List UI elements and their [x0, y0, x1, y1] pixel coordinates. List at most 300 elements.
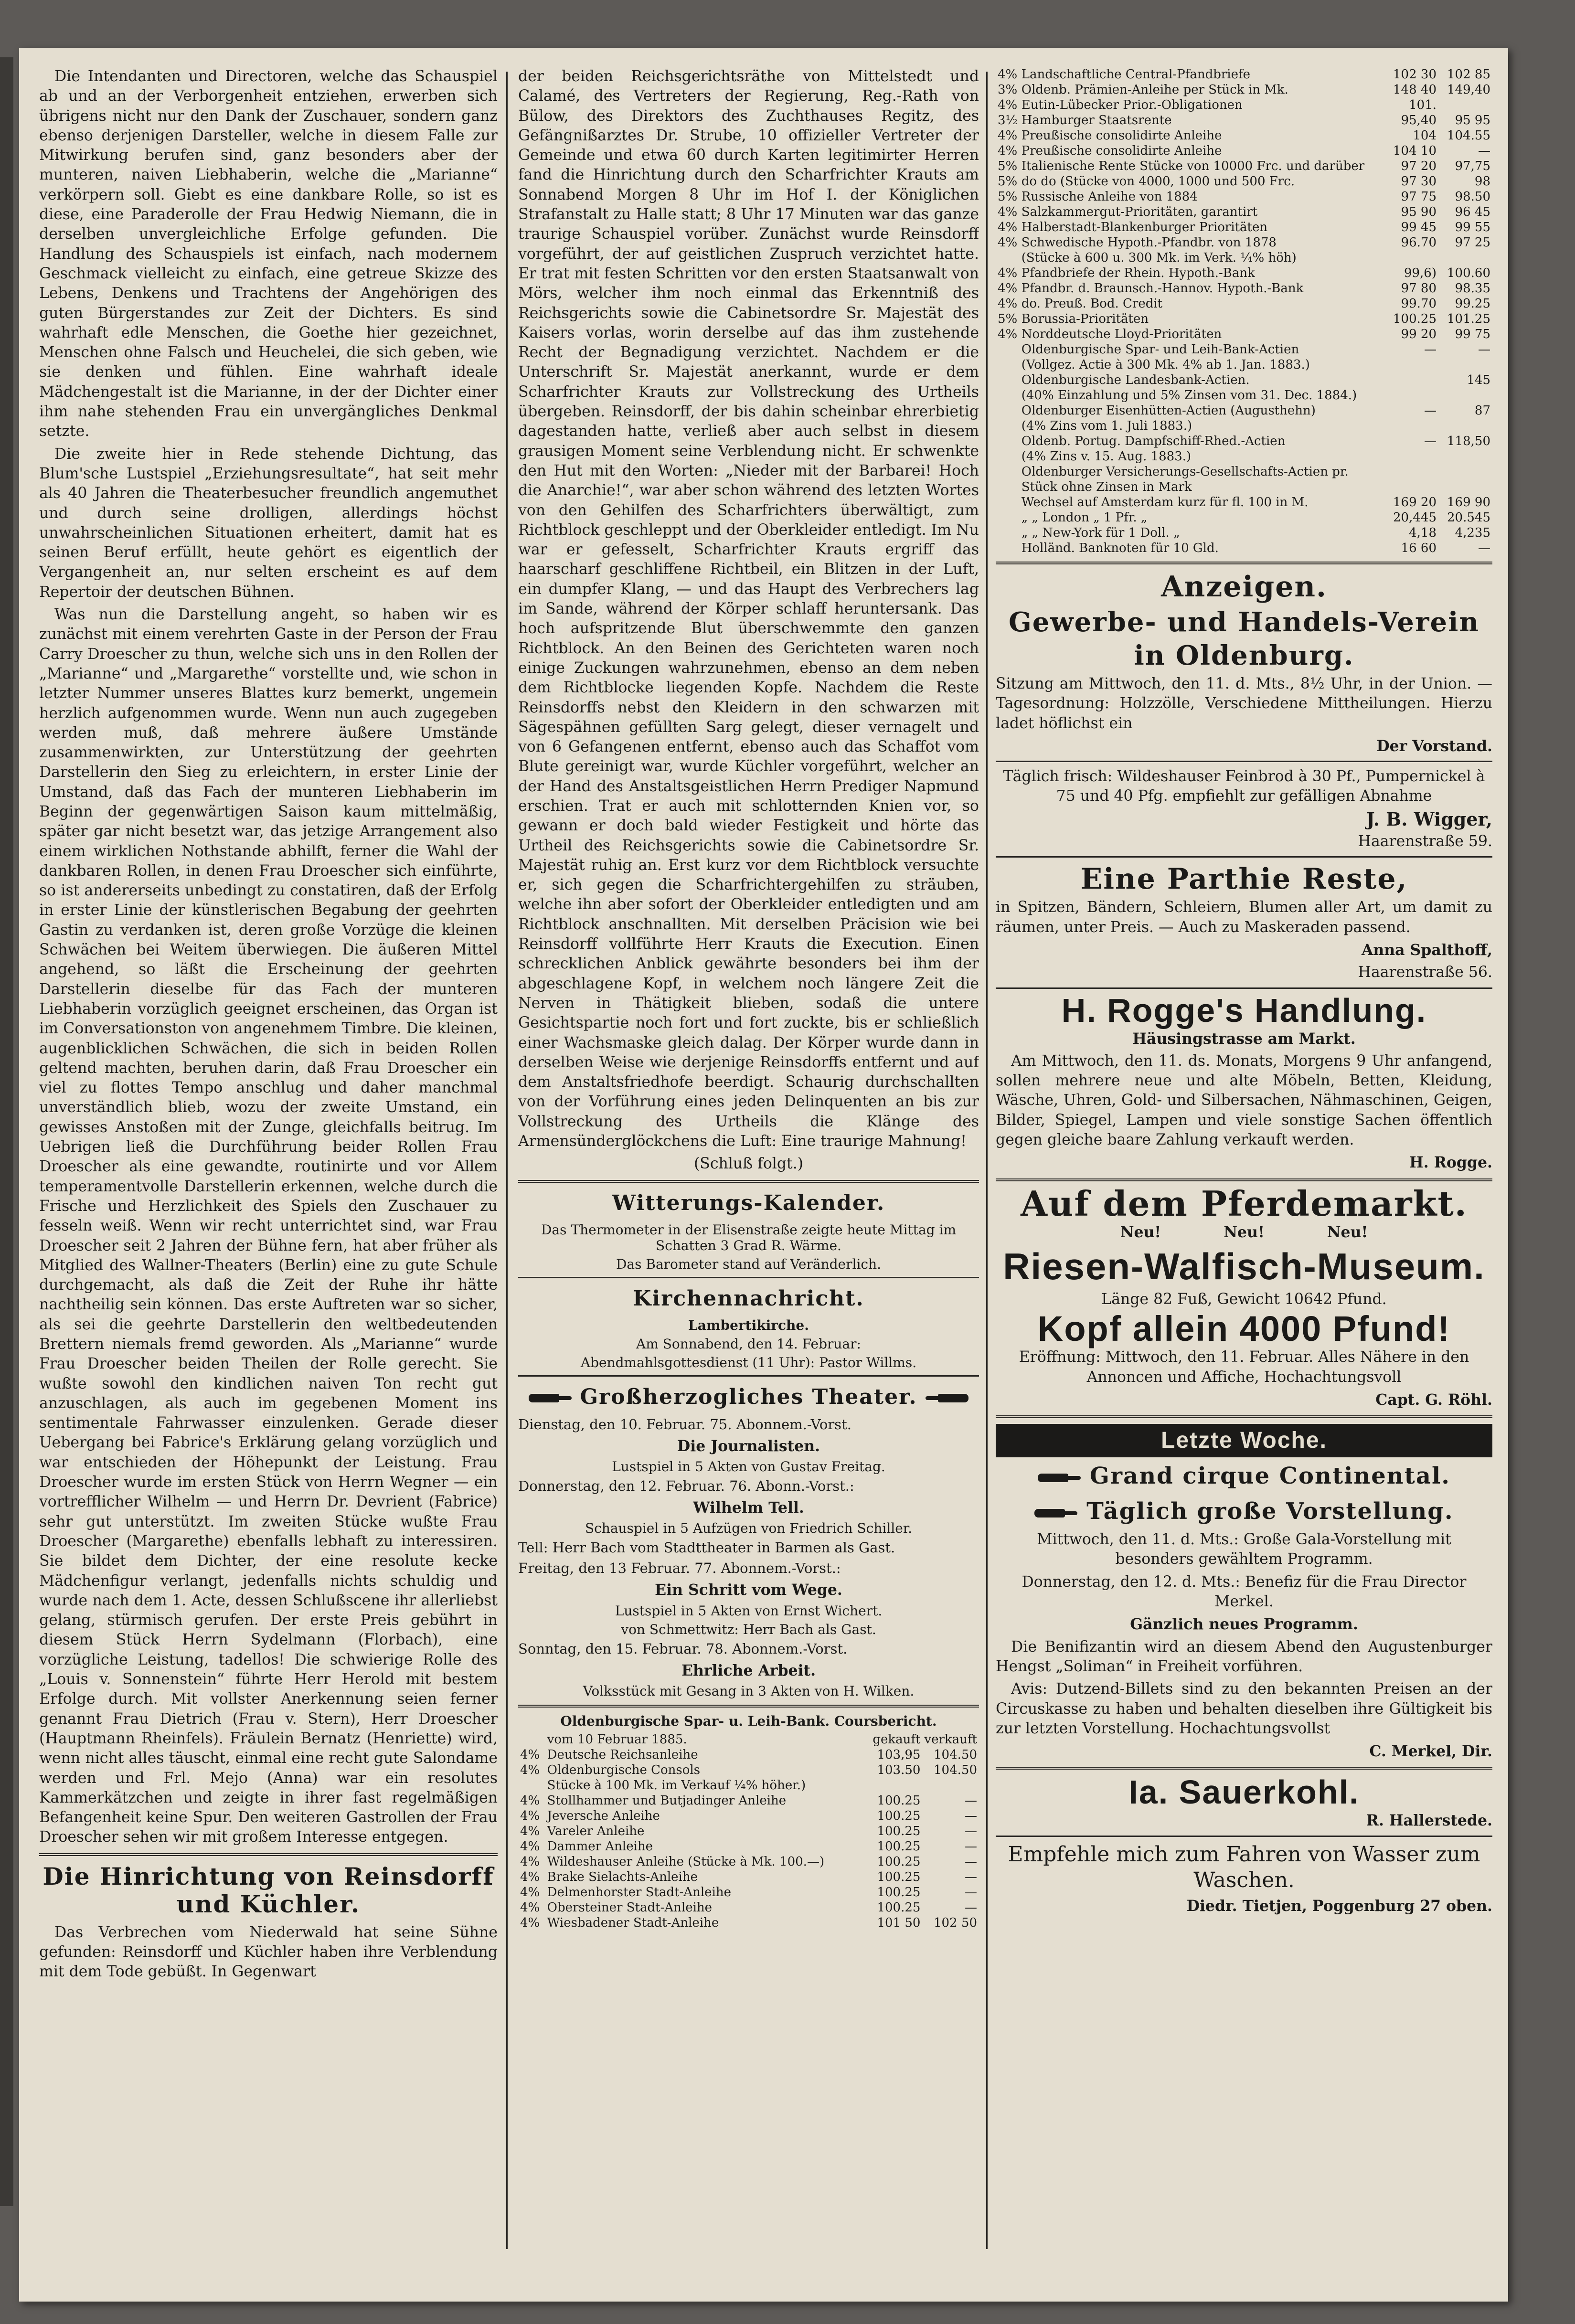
rate-cell: [996, 449, 1020, 464]
pointing-hand-icon: [926, 1390, 968, 1406]
rate-cell: [996, 434, 1020, 449]
buy-cell: 100.25: [877, 1869, 921, 1884]
sell-cell: —: [1478, 144, 1490, 158]
security-cell: Stollhammer und Butjadinger Anleihe: [547, 1793, 787, 1808]
security-cell: Norddeutsche Lloyd-Prioritäten: [1021, 327, 1222, 341]
table-row: [518, 1915, 979, 1931]
column-rule: [506, 72, 508, 2249]
sell-cell: 104.55: [1447, 128, 1490, 143]
pointing-hand-icon: [529, 1390, 572, 1406]
rogge-sub: Häusingstrasse am Markt.: [1132, 1029, 1356, 1048]
security-cell: (40% Einzahlung und 5% Zinsen vom 31. Dec. 1884.): [1021, 388, 1357, 403]
sell-cell: —: [965, 1824, 977, 1838]
theater-line: von Schmettwitz: Herr Bach als Gast.: [621, 1621, 876, 1637]
exchange-rate-table: [996, 67, 1492, 556]
church-title: Kirchennachricht.: [633, 1286, 864, 1311]
security-cell: Pfandbriefe der Rhein. Hypoth.-Bank: [1021, 266, 1255, 280]
table-row: [996, 357, 1492, 372]
sell-cell: —: [965, 1854, 977, 1869]
rate-cell: [996, 510, 1020, 525]
pferd-signature: Capt. G. Röhl.: [1375, 1390, 1492, 1409]
buy-cell: 169 20: [1393, 495, 1437, 509]
buy-cell: 99 20: [1401, 327, 1437, 341]
rate-cell: 4%: [998, 220, 1018, 234]
cirque-daily: [996, 1495, 1492, 1528]
sell-cell: 100.60: [1447, 266, 1490, 280]
theater-line: Freitag, den 13 Februar. 77. Abonnem.-Vorst.:: [518, 1560, 841, 1577]
rate-cell: [996, 372, 1020, 388]
execution-headline: Die Hinrichtung von Reinsdorff und Küchler.: [43, 1862, 494, 1918]
rogge-text: Am Mittwoch, den 11. ds. Monats, Morgens 9 Uhr anfangend, sollen mehrere neue und alte Möbeln, Betten, Kleidung, Wäsche, Uhren, Gold- und Silbersachen, Nähmaschinen, Geigen, Bilder, Spiegel, Lampen und viele sonstige Sachen öffentlich gegen gleiche baare Zahlung verkauft werden.: [996, 1052, 1492, 1149]
sell-cell: 102 50: [934, 1915, 977, 1930]
table-row: [996, 189, 1492, 204]
buy-cell: 100.25: [877, 1885, 921, 1900]
security-cell: Oldenburger Versicherungs-Gesellschafts-Actien pr. Stück ohne Zinsen in Mark: [1021, 465, 1349, 494]
security-cell: Oldenb. Prämien-Anleihe per Stück in Mk.: [1021, 83, 1288, 97]
buy-cell: [1384, 357, 1438, 372]
sell-cell: [1438, 97, 1492, 113]
sell-cell: 20.545: [1447, 510, 1490, 525]
rate-cell: [996, 342, 1020, 357]
wigger-signature: J. B. Wigger,: [1366, 808, 1492, 830]
buy-cell: [1384, 372, 1438, 388]
rate-cell: 4%: [520, 1839, 540, 1854]
sell-cell: 96 45: [1455, 205, 1490, 219]
column-2: [518, 67, 979, 1931]
sell-cell: —: [1478, 541, 1490, 555]
divider: [518, 1705, 979, 1708]
rate-cell: 3%: [998, 83, 1018, 97]
rate-cell: 5%: [998, 159, 1018, 173]
table-row: [996, 220, 1492, 235]
table-row: [996, 495, 1492, 510]
rogge-signature: H. Rogge.: [1409, 1154, 1492, 1172]
rate-cell: [518, 1778, 545, 1793]
rate-cell: 4%: [998, 327, 1018, 341]
security-cell: „ „ London „ 1 Pfr. „: [1021, 510, 1148, 525]
table-row: [518, 1869, 979, 1885]
sauer-title: Ia. Sauerkohl.: [1128, 1773, 1360, 1811]
sell-cell: —: [965, 1793, 977, 1808]
wasch-text: Empfehle mich zum Fahren von Wasser zum Waschen.: [1008, 1842, 1480, 1892]
buy-cell: [1384, 388, 1438, 403]
weather-title: Witterungs-Kalender.: [612, 1190, 885, 1215]
rate-cell: 4%: [998, 266, 1018, 280]
review-paragraph: Was nun die Darstellung angeht, so haben wir es zunächst mit einem verehrten Gaste in der Person der Frau Carry Droescher zu thun, welche sich uns in den Rollen der „Marianne“ und „Margarethe“ vorstellte und, wie schon in letzter Nummer unseres Blattes kurz bemerkt, ungemein herzlich aufgenommen wurde. Wenn nun auch zugegeben werden muß, daß mehrere äußere Umstände zusammenwirkten, zur Unterstützung der geehrten Darstellerin den Sieg zu erleichtern, in erster Linie der Umstand, daß das Fach der munteren Liebhaberin im Beginn der gegenwärtigen Saison kaum mittelmäßig, später gar nicht besetzt war, das jetzige Arrangement also einem wirklichen Nothstande abhilft, ferner die Wahl der dankbaren Rollen, in denen Frau Droescher sich einführte, so ist andererseits unbedingt zu constatiren, daß der Erfolg in erster Linie der künstlerischen Begabung der geehrten Gastin zu verdanken ist, deren große Vorzüge die kleinen Schwächen bei Weitem überwiegen. Die äußeren Mittel angehend, so läßt die Erscheinung der geehrten Darstellerin dieselbe für das Fach der munteren Liebhaberin vorzüglich geeignet erscheinen, das Organ ist im Conversationston von angenehmem Timbre. Die kleinen, augenblicklichen Schwächen, die sich in beiden Rollen geltend machten, beruhen darin, daß Frau Droescher ein viel zu flottes Tempo anschlug und daher manchmal unverständlich blieb, wozu der zweite Umstand, ein gewisses Anstoßen mit der Zunge, gleichfalls beitrug. Im Uebrigen ließ die Durchführung beider Rollen Frau Droescher als eine gewandte, routinirte und vor Allem temperamentvolle Darstellerin erkennen, welche durch die Frische und Herzlichkeit des Spiels den Zuschauer zu fesseln weiß. Wenn wir recht unterrichtet sind, war Frau Droescher seit 2 Jahren der Bühne fern, hat aber früher als Mitglied des Wallner-Theaters (Berlin) eine zu gute Schule durchgemacht, als daß die Zeit der Ruhe ihr hätte nachtheilig sein können. Das erste Auftreten war so sicher, als sei die geehrte Darstellerin den weltbedeutenden Brettern niemals fremd geworden. Als „Marianne“ wurde Frau Droescher beiden Theilen der Rolle gerecht. Sie wußte sowohl den kindlichen naiven Ton recht gut anzuschlagen, als auch im gegebenen Moment ins sentimentale Fahrwasser einzulenken. Gerade dieser Uebergang bei Fabrice's Erklärung gelang vorzüglich und war entschieden der Höhepunkt der Leistung. Frau Droescher wurde im ersten Stück von Herrn Wegner — ein vortrefflicher Wilhelm — und Herrn Dr. Devrient (Fabrice) sehr gut unterstützt. Im zweiten Stücke wußte Frau Droescher (Margarethe) ebenfalls lebhaft zu interessiren. Sie bildet dem Dichter, der eine resolute kecke Mädchenfigur verlangt, jedenfalls nichts schuldig und wurde nach dem 1. Acte, dessen Schlußscene ihr allerliebst gelang, stürmisch gerufen. Der erste Preis gebührt in diesem Stück Herrn Sydelmann (Florbach), eine vorzügliche Leistung, tadellos! Die schwierige Rolle des „Louis v. Sonnenstein“ führte Herr Herold mit bestem Erfolge durch. Mit vollster Anerkennung seien ferner genannt Frau Dietrich (Frau v. Stern), Herr Droescher (Hauptmann Rheinfels). Fräulein Bernatz (Henriette) wird, wenn nicht alles täuscht, einmal eine recht gute Salondame werden und Frl. Mejo (Anna) war ein resolutes Kammerkätzchen und zeigte in ihrer fast regelmäßigen Befangenheit keine Spur. Den weiteren Gastrollen der Frau Droescher sehen wir mit großem Interesse entgegen.: [39, 606, 498, 1846]
rate-cell: [996, 418, 1020, 434]
buy-cell: 97 30: [1401, 174, 1437, 189]
theater-line: Lustspiel in 5 Akten von Ernst Wichert.: [615, 1602, 883, 1619]
table-row: [518, 1762, 979, 1778]
sell-cell: 118,50: [1447, 434, 1490, 448]
buy-cell: [1384, 250, 1438, 265]
sell-cell: 104.50: [934, 1762, 977, 1777]
rate-cell: 4%: [520, 1747, 540, 1762]
cirque-new-program: Gänzlich neues Programm.: [1130, 1615, 1358, 1634]
buy-cell: 100.25: [877, 1839, 921, 1854]
verein-signature: Der Vorstand.: [1376, 737, 1492, 755]
buy-cell: 100.25: [877, 1808, 921, 1823]
security-cell: Wildeshauser Anleihe (Stücke à Mk. 100.—): [547, 1854, 825, 1869]
reste-signature: Anna Spalthoff,: [1361, 941, 1492, 959]
rate-cell: [996, 495, 1020, 510]
sell-cell: 149,40: [1447, 83, 1490, 97]
security-cell: Pfandbr. d. Braunsch.-Hannov. Hypoth.-Bank: [1021, 281, 1304, 296]
bank-course-table: [518, 1732, 979, 1931]
buy-cell: 99,6): [1404, 266, 1437, 280]
table-row: [996, 510, 1492, 525]
table-row: [996, 128, 1492, 143]
table-row: [996, 388, 1492, 403]
security-cell: Landschaftliche Central-Pfandbriefe: [1021, 67, 1251, 82]
rate-cell: 4%: [998, 67, 1018, 82]
theater-play: Wilhelm Tell.: [693, 1498, 804, 1517]
buy-cell: [1384, 418, 1438, 434]
table-row: [996, 418, 1492, 434]
buy-cell: [868, 1778, 922, 1793]
security-cell: do do (Stücke von 4000, 1000 und 500 Frc.: [1021, 174, 1295, 189]
theater-line: Lustspiel in 5 Akten von Gustav Freitag.: [612, 1458, 885, 1475]
security-cell: Jeversche Anleihe: [547, 1808, 660, 1823]
buy-cell: —: [1424, 342, 1437, 357]
sell-cell: [1438, 464, 1492, 495]
security-cell: Russische Anleihe von 1884: [1021, 190, 1198, 204]
security-cell: Salzkammergut-Prioritäten, garantirt: [1021, 205, 1258, 219]
wigger-address: Haarenstraße 59.: [1358, 833, 1492, 850]
weather-line: Das Thermometer in der Elisenstraße zeigte heute Mittag im Schatten 3 Grad R. Wärme.: [541, 1221, 956, 1253]
sell-cell: 99.25: [1455, 297, 1490, 311]
theater-line: Tell: Herr Bach vom Stadttheater in Barmen als Gast.: [518, 1539, 895, 1556]
sauer-signature: R. Hallerstede.: [1366, 1812, 1492, 1830]
cirque-text: Donnerstag, den 12. d. Mts.: Benefiz für die Frau Director Merkel.: [1022, 1573, 1467, 1611]
cirque-text: Die Benifizantin wird an diesem Abend den Augustenburger Hengst „Soliman“ in Freiheit vorführen.: [996, 1638, 1492, 1675]
pferd-text: Eröffnung: Mittwoch, den 11. Februar. Alles Nähere in den Annoncen und Affiche, Hochachtungsvoll: [1019, 1348, 1469, 1386]
buy-cell: 4,18: [1409, 526, 1437, 540]
rate-cell: 4%: [998, 128, 1018, 143]
divider: [996, 761, 1492, 762]
buy-cell: 97 75: [1401, 190, 1437, 204]
table-row: [518, 1824, 979, 1839]
column-rule: [986, 72, 988, 2249]
buy-cell: 100.25: [877, 1900, 921, 1915]
divider: [39, 1853, 498, 1856]
buy-cell: [1384, 464, 1438, 495]
to-be-continued: (Schluß folgt.): [693, 1155, 804, 1173]
rate-cell: 5%: [998, 174, 1018, 189]
security-cell: Italienische Rente Stücke von 10000 Frc. und darüber: [1021, 159, 1365, 173]
divider: [996, 1178, 1492, 1181]
sell-cell: [1438, 449, 1492, 464]
church-sub: Lambertikirche.: [688, 1317, 809, 1333]
sell-cell: —: [1478, 342, 1490, 357]
table-row: [996, 525, 1492, 541]
rogge-title: H. Rogge's Handlung.: [1061, 991, 1427, 1029]
buy-cell: —: [1424, 434, 1437, 448]
newspaper-page: [19, 48, 1508, 2302]
reste-text: in Spitzen, Bändern, Schleiern, Blumen aller Art, um damit zu räumen, unter Preis. — Auch zu Maskeraden passend.: [996, 899, 1492, 936]
sell-cell: 101.25: [1447, 312, 1490, 326]
rate-cell: 4%: [520, 1885, 540, 1900]
bank-title: Oldenburgische Spar- u. Leih-Bank. Coursbericht.: [560, 1713, 937, 1729]
sell-cell: 98.50: [1455, 190, 1490, 204]
security-cell: Oldenb. Portug. Dampfschiff-Rhed.-Actien: [1021, 434, 1286, 448]
rate-cell: 4%: [520, 1900, 540, 1915]
column-header: verkauft: [924, 1732, 977, 1747]
table-row: [996, 82, 1492, 97]
security-cell: Brake Sielachts-Anleihe: [547, 1869, 698, 1884]
sell-cell: 169 90: [1447, 495, 1490, 509]
cirque-letzte: Letzte Woche.: [996, 1424, 1492, 1457]
security-cell: Preußische consolidirte Anleihe: [1021, 144, 1222, 158]
reste-address: Haarenstraße 56.: [1358, 964, 1492, 981]
buy-cell: 100.25: [877, 1824, 921, 1838]
table-row: [996, 159, 1492, 174]
table-row: [518, 1778, 979, 1793]
buy-cell: 95 90: [1401, 205, 1437, 219]
theater-line: Sonntag, den 15. Februar. 78. Abonnem.-Vorst.: [518, 1640, 848, 1657]
table-row: [996, 97, 1492, 113]
rate-cell: [996, 525, 1020, 541]
table-row: [996, 235, 1492, 250]
table-row: [996, 265, 1492, 281]
buy-cell: 97 80: [1401, 281, 1437, 296]
rate-cell: 4%: [520, 1762, 540, 1777]
security-cell: Schwedische Hypoth.-Pfandbr. von 1878: [1021, 235, 1277, 250]
ads-title: Anzeigen.: [1161, 570, 1327, 604]
buy-cell: 103.50: [877, 1762, 921, 1777]
sell-cell: 98.35: [1455, 281, 1490, 296]
table-row: [996, 113, 1492, 128]
rate-cell: 4%: [998, 98, 1018, 112]
verein-title: Gewerbe- und Handels-Verein in Oldenburg.: [1008, 606, 1480, 671]
theater-title: [518, 1383, 979, 1411]
rate-cell: 4%: [520, 1869, 540, 1884]
table-row: [518, 1854, 979, 1869]
security-cell: Holländ. Banknoten für 10 Gld.: [1021, 541, 1219, 555]
table-row: [996, 541, 1492, 556]
left-page-edge: [0, 57, 13, 2206]
table-row: [996, 311, 1492, 327]
table-row: [996, 281, 1492, 296]
rate-cell: [996, 250, 1020, 265]
divider: [996, 856, 1492, 858]
sell-cell: 4,235: [1455, 526, 1490, 540]
security-cell: do. Preuß. Bod. Credit: [1021, 297, 1163, 311]
security-cell: Oldenburger Eisenhütten-Actien (Augusthehn): [1021, 403, 1316, 418]
security-cell: Deutsche Reichsanleihe: [547, 1747, 698, 1762]
table-row: [996, 403, 1492, 418]
table-row: [996, 296, 1492, 311]
table-row: [996, 464, 1492, 495]
security-cell: Stücke à 100 Mk. im Verkauf ¼% höher.): [547, 1778, 806, 1793]
table-row: [518, 1885, 979, 1900]
pointing-hand-icon: [1034, 1505, 1077, 1521]
rate-cell: 4%: [998, 205, 1018, 219]
cirque-daily-text: Täglich große Vorstellung.: [1086, 1498, 1454, 1525]
buy-cell: 104 10: [1393, 144, 1437, 158]
divider: [996, 1836, 1492, 1837]
cirque-title-text: Grand cirque Continental.: [1089, 1463, 1450, 1490]
column-header: gekauft: [873, 1732, 921, 1747]
divider: [518, 1277, 979, 1278]
security-cell: (Stücke à 600 u. 300 Mk. im Verk. ¼% höh): [1021, 251, 1297, 265]
pferd-kopf: Kopf allein 4000 Pfund!: [1037, 1309, 1451, 1349]
buy-cell: 97 20: [1401, 159, 1437, 173]
sell-cell: 102 85: [1447, 67, 1490, 82]
divider: [996, 1767, 1492, 1770]
sell-cell: —: [965, 1900, 977, 1915]
theater-play: Die Journalisten.: [677, 1437, 820, 1455]
table-row: [996, 327, 1492, 342]
pferd-riesen: Riesen-Walfisch-Museum.: [1003, 1245, 1485, 1287]
divider: [996, 562, 1492, 564]
table-row: [996, 342, 1492, 357]
pferd-neu: Neu! Neu! Neu!: [1120, 1223, 1368, 1241]
table-row: [996, 434, 1492, 449]
sell-cell: —: [965, 1808, 977, 1823]
security-cell: Oldenburgische Consols: [547, 1762, 701, 1777]
rate-cell: 4%: [520, 1915, 540, 1930]
sell-cell: —: [965, 1839, 977, 1854]
security-cell: Dammer Anleihe: [547, 1839, 653, 1854]
wigger-text: Täglich frisch: Wildeshauser Feinbrod à 30 Pf., Pumpernickel à 75 und 40 Pfg. empfiehlt zur gefälligen Abnahme: [1003, 768, 1485, 805]
buy-cell: 99.70: [1401, 297, 1437, 311]
table-row: [518, 1793, 979, 1808]
rate-cell: [996, 464, 1020, 495]
pferd-title: Auf dem Pferdemarkt.: [1021, 1183, 1468, 1224]
execution-paragraph: der beiden Reichsgerichtsräthe von Mittelstedt und Calamé, des Vertreters der Regierung, Reg.-Rath von Bülow, des Direktors des Zuchthauses Regitz, des Gefängnißarztes Dr. Strube, 10 offizieller Vertreter der Gemeinde und etwa 60 durch Karten legitimirter Herren fand die Hinrichtung durch den Scharfrichter Krauts am Sonnabend Morgen 8 Uhr im Hof I. der Königlichen Strafanstalt zu Halle statt; 8 Uhr 17 Minuten war das ganze traurige Schauspiel vorüber. Zunächst wurde Reinsdorff vorgeführt, der auf geistlichen Zuspruch verzichtet hatte. Er trat mit festen Schritten vor den ersten Staatsanwalt von Mörs, welcher ihm noch einmal das Erkenntniß des Reichsgerichts sowie die Cabinetsordre Sr. Majestät des Kaisers vorlas, worin derselbe auf das ihm zustehende Recht der Begnadigung verzichtet. Nachdem er die Unterschrift Sr. Majestät anerkannt, wurde er dem Scharfrichter Krauts zur Vollstreckung des Urtheils übergeben. Reinsdorff, der bis dahin scheinbar ehrerbietig dagestanden hatte, verließ aber auch selbst in diesem grausigen Moment seine Verblendung nicht. Er schwenkte den Hut mit den Worten: „Nieder mit der Barbarei! Hoch die Anarchie!“, war aber schon während des letzten Wortes von den Gehilfen des Scharfrichters überwältigt, zum Richtblock geschleppt und der Oberkleider entledigt. Im Nu war er gefesselt, Scharfrichter Krauts ergriff das haarscharf geschliffene Richtbeil, ein Blitzen in der Luft, ein dumpfer Klang, — und das Haupt des Verbrechers lag im Sande, während der Körper schlaff heruntersank. Das hoch aufspritzende Blut überschwemmte den ganzen Richtblock. An den Beinen des Gerichteten waren noch einige Zuckungen wahrzunehmen, ebenso an dem neben dem Richtblocke liegenden Kopfe. Nachdem die Reste Reinsdorffs nebst den Kleidern in den schwarzen mit Sägespähnen gefüllten Sarg gelegt, dieser vernagelt und von 6 Gefangenen entfernt, ebenso auch das Schaffot vom Blute gereinigt war, wurde Küchler vorgeführt, welcher an der Hand des Anstaltsgeistlichen Herrn Prediger Napmund erschien. Trat er auch mit schlotternden Knien vor, so gewann er doch bald wieder Festigkeit und hörte das Urtheil des Reichsgerichts sowie die Cabinetsordre Sr. Majestät ruhig an. Erst kurz vor dem Richtblock versuchte er, sich gegen die Scharfrichtergehilfen zu sträuben, welche ihn aber sofort der Oberkleider entledigten und am Richtblock anschnallten. Mit derselben Präcision wie bei Reinsdorff vollführte Herr Krauts die Execution. Einen schrecklichen Anblick gewährte besonders bei ihm der abgeschlagene Kopf, in welchem noch längere Zeit die Nerven in Thätigkeit blieben, sodaß die untere Gesichtspartie noch fort und fort zuckte, bis er schließlich einer Wachsmaske gleich dalag. Der Körper wurde dann in derselben Weise wie derjenige Reinsdorffs entfernt und auf dem Anstaltsfriedhofe beerdigt. Schaurig durchschallten von der Vorführung eines jeden Delinquenten an bis zur Vollstreckung des Urtheils die Klänge des Armensünderglöckchens die Luft: Eine traurige Mahnung!: [518, 68, 979, 1150]
table-row: [996, 174, 1492, 189]
reste-title: Eine Parthie Reste,: [1080, 862, 1408, 896]
cirque-avis: Avis: Dutzend-Billets sind zu den bekannten Preisen an der Circuskasse zu haben und behalten dieselben ihre Gültigkeit bis zur letzten Vorstellung. Hochachtungsvollst: [996, 1680, 1492, 1737]
wasch-signature: Diedr. Tietjen, Poggenburg 27 oben.: [1186, 1897, 1492, 1915]
sell-cell: [1438, 357, 1492, 372]
sell-cell: 98: [1474, 174, 1490, 189]
verein-text: Sitzung am Mittwoch, den 11. d. Mts., 8½ Uhr, in der Union. — Tagesordnung: Holzzölle, Verschiedene Mittheilungen. Hierzu ladet höflichst ein: [996, 675, 1492, 732]
divider: [518, 1375, 979, 1377]
buy-cell: —: [1424, 403, 1437, 418]
security-cell: (4% Zins v. 15. Aug. 1883.): [1021, 449, 1192, 464]
security-cell: Borussia-Prioritäten: [1021, 312, 1149, 326]
cirque-signature: C. Merkel, Dir.: [1369, 1742, 1492, 1761]
divider: [996, 987, 1492, 989]
table-row: [518, 1900, 979, 1915]
theater-line: Dienstag, den 10. Februar. 75. Abonnem.-Vorst.: [518, 1416, 851, 1433]
theater-play: Ehrliche Arbeit.: [681, 1661, 816, 1679]
security-cell: Hamburger Staatsrente: [1021, 113, 1172, 127]
buy-cell: 103,95: [877, 1747, 921, 1762]
buy-cell: 104: [1413, 128, 1437, 143]
buy-cell: 16 60: [1401, 541, 1437, 555]
sell-cell: 104.50: [934, 1747, 977, 1762]
table-row: [996, 250, 1492, 265]
rate-cell: 4%: [998, 235, 1018, 250]
rate-cell: 3½: [998, 113, 1018, 127]
buy-cell: 20,445: [1393, 510, 1437, 525]
table-row: [996, 204, 1492, 220]
table-row: [996, 143, 1492, 159]
security-cell: Wiesbadener Stadt-Anleihe: [547, 1915, 719, 1930]
sell-cell: 99 55: [1455, 220, 1490, 234]
theater-line: Donnerstag, den 12. Februar. 76. Abonn.-Vorst.:: [518, 1477, 854, 1494]
bank-date: vom 10 Februar 1885.: [547, 1732, 687, 1747]
security-cell: (Vollgez. Actie à 300 Mk. 4% ab 1. Jan. 1883.): [1021, 358, 1310, 372]
divider: [518, 1180, 979, 1183]
security-cell: Eutin-Lübecker Prior.-Obligationen: [1021, 98, 1243, 112]
buy-cell: 102 30: [1393, 67, 1437, 82]
rate-cell: 4%: [520, 1854, 540, 1869]
rate-cell: [996, 403, 1020, 418]
buy-cell: 100.25: [1393, 312, 1437, 326]
column-1: [39, 67, 498, 1985]
security-cell: „ „ New-York für 1 Doll. „: [1021, 526, 1180, 540]
weather-line: Das Barometer stand auf Veränderlich.: [616, 1256, 882, 1272]
buy-cell: 100.25: [877, 1854, 921, 1869]
security-cell: Obersteiner Stadt-Anleihe: [547, 1900, 713, 1915]
sell-cell: 99 75: [1455, 327, 1490, 341]
rate-cell: 4%: [520, 1824, 540, 1838]
execution-intro: Das Verbrechen vom Niederwald hat seine Sühne gefunden: Reinsdorff und Küchler haben ihre Verblendung mit dem Tode gebüßt. In Gegenwart: [39, 1923, 498, 1981]
rate-cell: [996, 357, 1020, 372]
rate-cell: 4%: [998, 281, 1018, 296]
sell-cell: 145: [1467, 373, 1490, 387]
rate-cell: 4%: [998, 297, 1018, 311]
security-cell: Vareler Anleihe: [547, 1824, 645, 1838]
rate-cell: 4%: [998, 144, 1018, 158]
pferd-size: Länge 82 Fuß, Gewicht 10642 Pfund.: [1101, 1290, 1387, 1308]
buy-cell: 95,40: [1401, 113, 1437, 127]
security-cell: Halberstadt-Blankenburger Prioritäten: [1021, 220, 1268, 234]
divider: [996, 1415, 1492, 1418]
sell-cell: 95 95: [1455, 113, 1490, 127]
sell-cell: 87: [1474, 403, 1490, 418]
rate-cell: [996, 541, 1020, 556]
rate-cell: [996, 388, 1020, 403]
sell-cell: 97,75: [1455, 159, 1490, 173]
buy-cell: 100.25: [877, 1793, 921, 1808]
pointing-hand-icon: [1038, 1470, 1081, 1486]
cirque-text: Mittwoch, den 11. d. Mts.: Große Gala-Vorstellung mit besonders gewähltem Programm.: [1037, 1531, 1451, 1568]
buy-cell: 101.: [1409, 98, 1437, 112]
buy-cell: 99 45: [1401, 220, 1437, 234]
church-line: Abendmahlsgottesdienst (11 Uhr): Pastor Willms.: [580, 1354, 917, 1370]
theater-line: Schauspiel in 5 Aufzügen von Friedrich Schiller.: [585, 1520, 913, 1537]
theater-play: Ein Schritt vom Wege.: [655, 1581, 842, 1599]
sell-cell: [1438, 418, 1492, 434]
rate-cell: 4%: [520, 1808, 540, 1823]
table-row: [996, 372, 1492, 388]
table-row: [996, 449, 1492, 464]
table-row: [518, 1747, 979, 1762]
theater-line: Volksstück mit Gesang in 3 Akten von H. Wilken.: [583, 1683, 915, 1699]
rate-cell: 5%: [998, 312, 1018, 326]
security-cell: Oldenburgische Spar- und Leih-Bank-Actien: [1021, 342, 1299, 357]
review-paragraph: Die zweite hier in Rede stehende Dichtung, das Blum'sche Lustspiel „Erziehungsresultate“, hat seit mehr als 40 Jahren die Theaterbesucher freundlich angemuthet und durch seine drolligen, allerdings höchst unwahrscheinlichen Situationen erheitert, damit hat es seinen Beruf erfüllt, heute gehört es eigentlich der Vergangenheit an, nur selten erscheint es auf dem Repertoir der deutschen Bühnen.: [39, 445, 498, 601]
buy-cell: [1384, 449, 1438, 464]
buy-cell: 96.70: [1401, 235, 1437, 250]
rate-cell: 5%: [998, 190, 1018, 204]
security-cell: Delmenhorster Stadt-Anleihe: [547, 1885, 731, 1900]
church-line: Am Sonnabend, den 14. Februar:: [636, 1336, 861, 1352]
column-3: [996, 67, 1492, 1919]
sell-cell: [1438, 250, 1492, 265]
table-row: [518, 1839, 979, 1854]
security-cell: Preußische consolidirte Anleihe: [1021, 128, 1222, 143]
review-paragraph: Die Intendanten und Directoren, welche das Schauspiel ab und an der Verborgenheit entziehen, erwerben sich übrigens nicht nur den Dank der Zuschauer, sondern ganz ebenso derjenigen Darsteller, welche in diesem Falle zur Mitwirkung berufen sind, ganz besonders aber der munteren, naiven Liebhaberin, welche die „Marianne“ verkörpern soll. Giebt es eine dankbare Rolle, so ist es diese, eine Paraderolle der Frau Hedwig Niemann, die in derselben unvergleichliche Erfolge gefunden. Die Handlung des Schauspiels ist einfach, nach modernem Geschmack vielleicht zu einfach, eine getreue Skizze des Lebens, Denkens und Trachtens der Angehörigen des guten Bürgerstandes zur Zeit der Dichters. Es sind wahrhaft edle Menschen, die Goethe hier gezeichnet, Menschen ohne Falsch und Heuchelei, die sich geben, wie sie denken und fühlen. Eine wahrhaft ideale Mädchengestalt ist die Marianne, in der der Dichter einer ihm nahe stehenden Frau ein unvergängliches Denkmal setzte.: [39, 68, 498, 440]
rate-cell: 4%: [520, 1793, 540, 1808]
table-row: [518, 1808, 979, 1824]
buy-cell: 101 50: [877, 1915, 921, 1930]
